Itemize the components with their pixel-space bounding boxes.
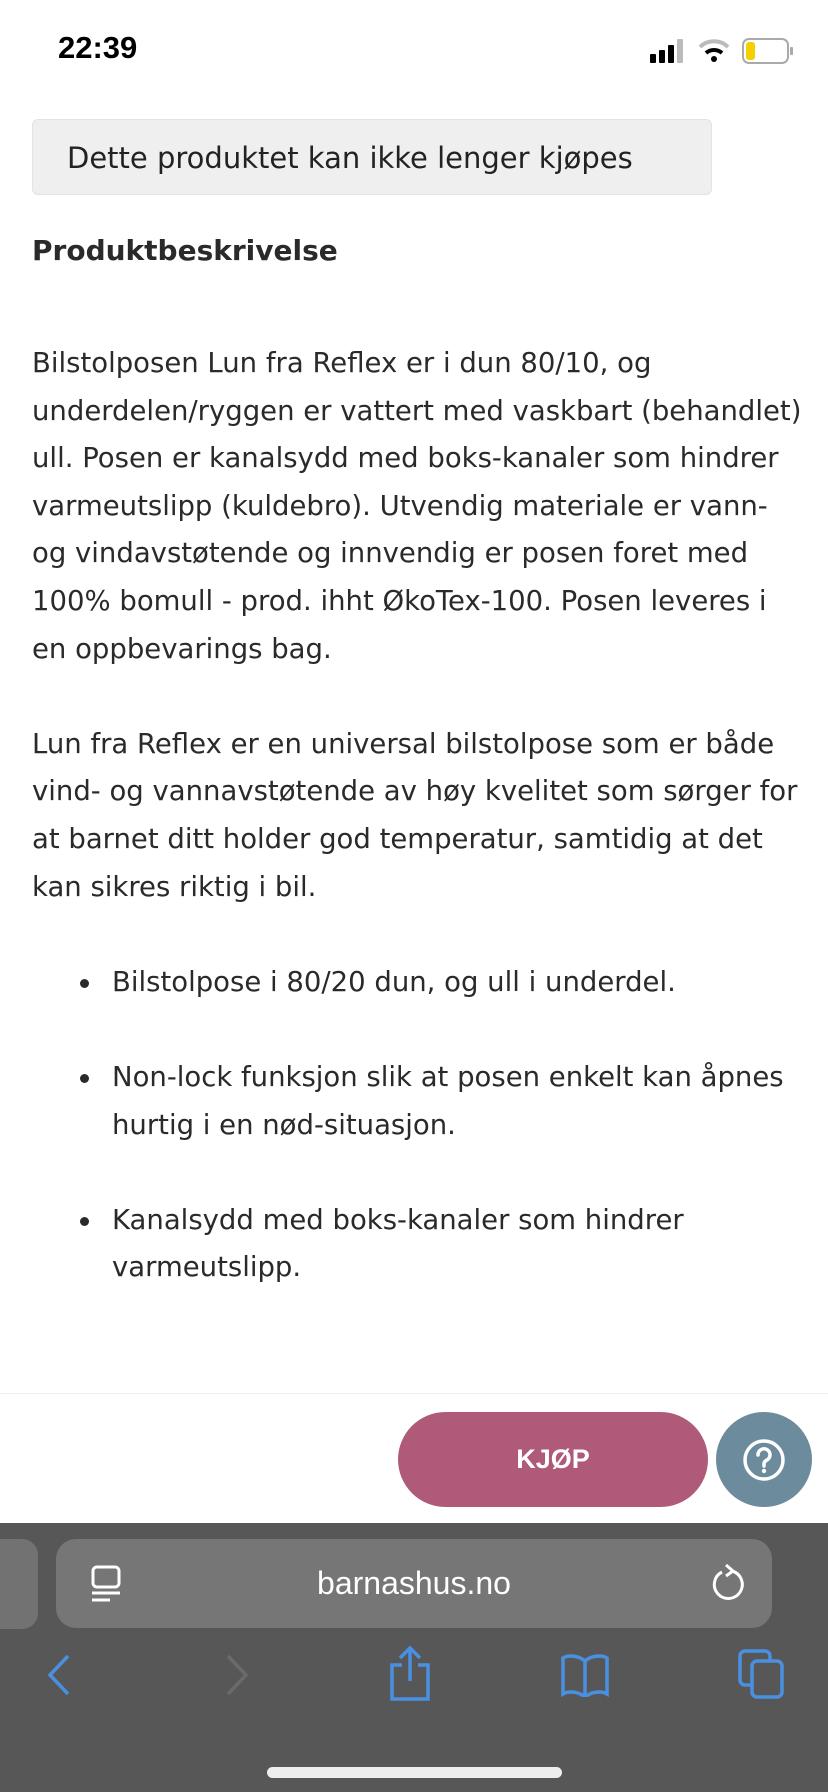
status-bar [0,0,828,100]
buy-button[interactable]: KJØP [398,1412,708,1507]
section-heading: Produktbeskrivelse [32,234,338,267]
question-icon [742,1438,786,1482]
product-description [32,340,802,1339]
list-item: Kanalsydd med boks-kanaler som hindrer varmeutslipp. [112,1197,802,1292]
previous-tab[interactable] [0,1539,38,1629]
back-button[interactable] [44,1653,74,1701]
purchase-bar [0,1393,828,1523]
book-icon [560,1653,610,1697]
feature-list [32,959,802,1292]
signal-icon [650,39,686,63]
unavailable-notice: Dette produktet kan ikke lenger kjøpes [32,119,712,195]
battery-icon [742,38,794,64]
list-item: Bilstolpose i 80/20 dun, og ull i underdel. [112,959,802,1007]
help-button[interactable] [716,1412,812,1507]
bookmarks-button[interactable] [560,1653,610,1701]
url-text: barnashus.no [317,1565,511,1601]
reader-icon[interactable] [90,1565,122,1603]
description-paragraph: Lun fra Reflex er en universal bilstolpose som er både vind- og vannavstøtende av høy kvelitet som sørger for at barnet ditt holder god temperatur, samtidig at det kan sikres riktig i bil. [32,727,798,903]
share-icon [388,1645,432,1701]
reload-icon[interactable] [710,1563,746,1603]
list-item: Non-lock funksjon slik at posen enkelt kan åpnes hurtig i en nød-situasjon. [112,1054,802,1149]
status-time: 22:39 [58,30,138,65]
chevron-right-icon [222,1653,252,1697]
address-bar[interactable] [56,1539,772,1628]
home-indicator [267,1767,562,1778]
chevron-left-icon [44,1653,74,1697]
description-paragraph: Bilstolposen Lun fra Reflex er i dun 80/10, og underdelen/ryggen er vattert med vaskbart (behandlet) ull. Posen er kanalsydd med boks-kanaler som hindrer varmeutslipp (kuldebro). Utvendig materiale er vann- og vindavstøtende og innvendig er posen foret med 100% bomull - prod. ihht ØkoTex-100. Posen leveres i en oppbevarings bag. [32,347,802,665]
browser-toolbar [0,1523,828,1792]
tabs-icon [738,1649,786,1699]
forward-button[interactable] [222,1653,252,1701]
wifi-icon [698,39,730,63]
tabs-button[interactable] [738,1649,786,1703]
share-button[interactable] [388,1645,432,1705]
